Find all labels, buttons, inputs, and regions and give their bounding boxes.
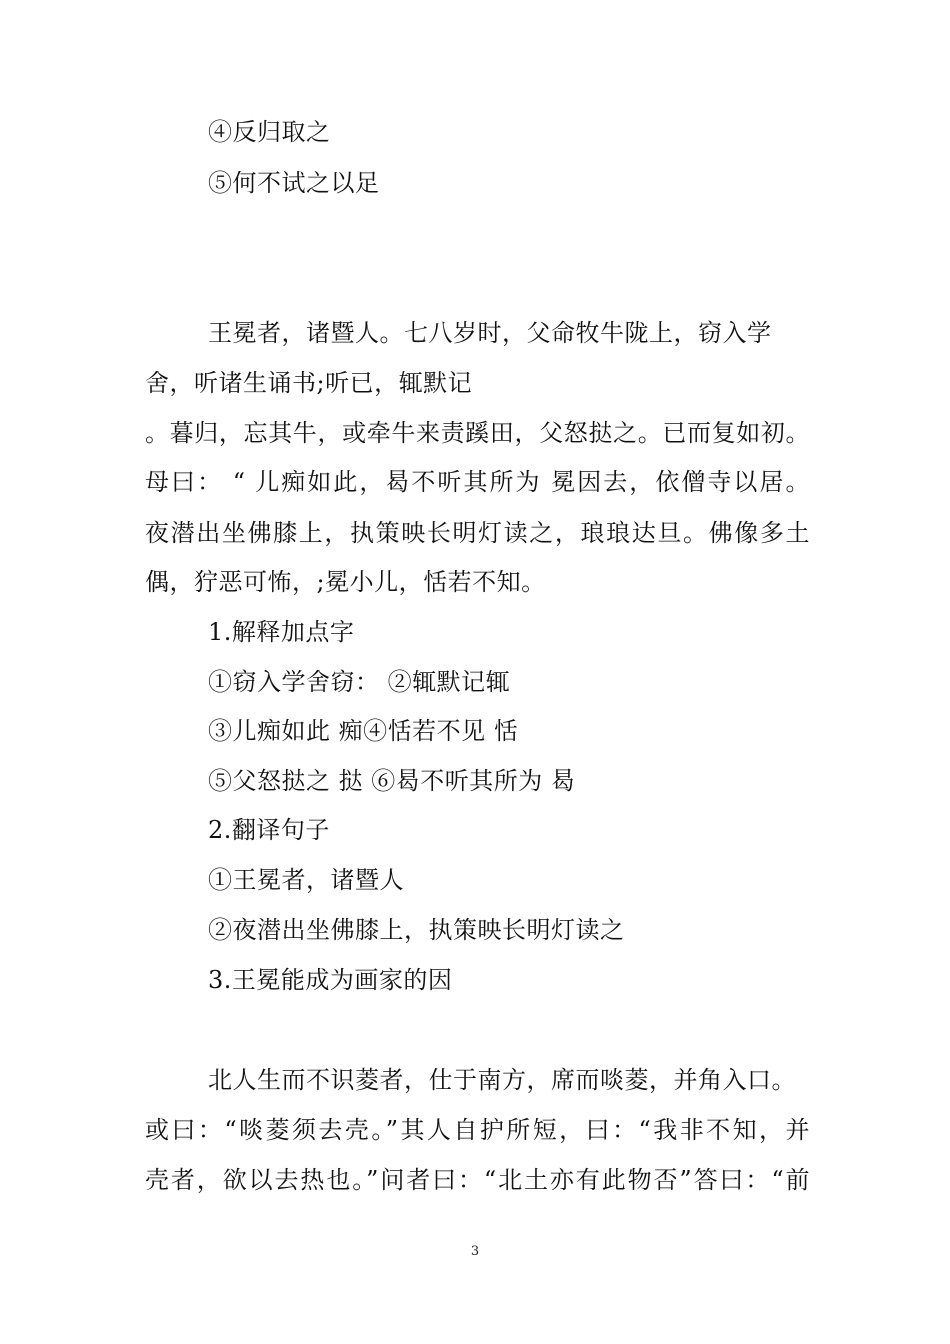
question-item: ③儿痴如此 痴④恬若不见 恬 xyxy=(208,717,519,745)
paragraph-line: 王冕者，诸暨人。七八岁时，父命牧牛陇上，窃入学 xyxy=(208,319,772,347)
paragraph-line: 母曰： “ 儿痴如此，曷不听其所为 冕因去，依僧寺以居。 xyxy=(145,468,810,496)
paragraph-line: 。暮归，忘其牛，或牵牛来责蹊田，父怒挞之。已而复如初。 xyxy=(145,419,810,447)
text-line: ④反归取之 xyxy=(208,118,331,146)
question-item: ①王冕者，诸暨人 xyxy=(208,866,404,894)
page-number: 3 xyxy=(470,1244,480,1259)
question-item: ①窃入学舍窃： ②辄默记辄 xyxy=(208,668,511,696)
paragraph-line: 夜潜出坐佛膝上，执策映长明灯读之，琅琅达旦。佛像多土 xyxy=(145,519,810,547)
paragraph-line: 或曰：“啖菱须去壳。”其人自护所短，曰：“我非不知，并 xyxy=(145,1116,810,1144)
paragraph-line: 北人生而不识菱者，仕于南方，席而啖菱，并角入口。 xyxy=(208,1066,796,1094)
paragraph-line: 舍，听诸生诵书;听已，辄默记 xyxy=(145,369,473,397)
question-item: ⑤父怒挞之 挞 ⑥曷不听其所为 曷 xyxy=(208,767,576,795)
question-item: ②夜潜出坐佛膝上，执策映长明灯读之 xyxy=(208,916,625,944)
text-line: ⑤何不试之以足 xyxy=(208,169,380,197)
question-heading: 2.翻译句子 xyxy=(208,816,330,844)
paragraph-line: 壳者，欲以去热也。”问者曰：“北土亦有此物否”答曰：“前 xyxy=(145,1166,810,1194)
question-heading: 1.解释加点字 xyxy=(208,618,355,646)
paragraph-line: 偶，狞恶可怖，;冕小儿，恬若不知。 xyxy=(145,568,546,596)
question-heading: 3.王冕能成为画家的因 xyxy=(208,966,453,994)
